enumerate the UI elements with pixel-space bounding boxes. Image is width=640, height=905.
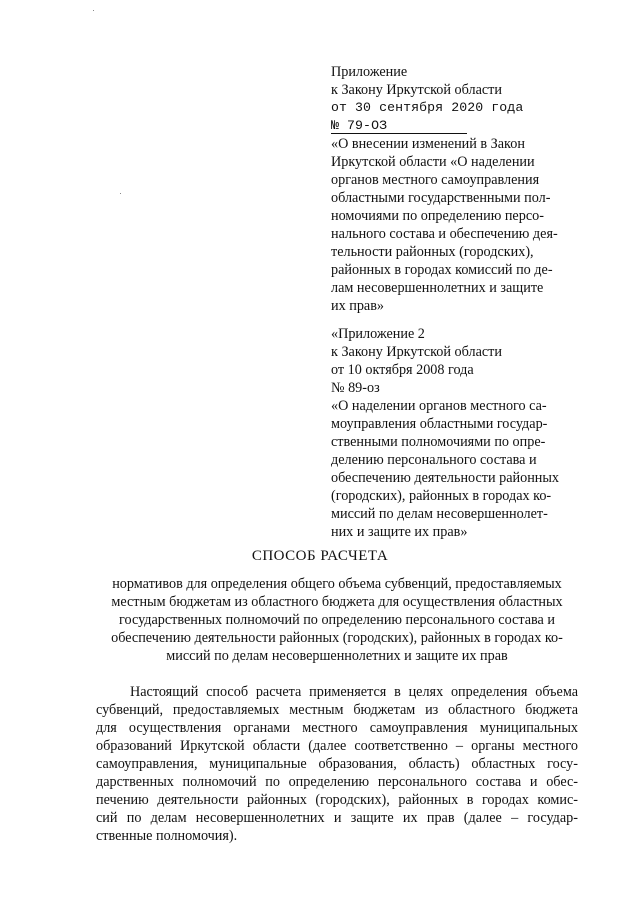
annex-date: от 10 октября 2008 года [331, 362, 474, 378]
annex-law-title: Иркутской области «О наделении [331, 154, 535, 170]
annex-number-underline [331, 133, 467, 134]
annex-law-ref: к Закону Иркутской области [331, 82, 502, 98]
annex-number [331, 117, 581, 135]
annex-law-title: их прав» [331, 298, 385, 314]
annex-law-title: органов местного самоуправления [331, 172, 540, 188]
annex-header-amending-law [331, 63, 581, 315]
annex-law-title: районных в городах комиссий по де- [331, 262, 553, 278]
annex-header-original-law [331, 325, 581, 541]
scan-speck [93, 10, 94, 11]
subtitle-line: обеспечению деятельности районных (городских), районных в городах ко- [111, 630, 563, 646]
annex-date: от 30 сентября 2020 года [331, 100, 524, 115]
body-line: образований Иркутской области (далее соответственно – органы местного [96, 738, 578, 754]
body-line: Настоящий способ расчета применяется в целях определения объема [130, 684, 578, 700]
annex-law-title: нального состава и обеспечению дея- [331, 226, 558, 242]
annex-law-title: (городских), районных в городах ко- [331, 488, 552, 504]
annex-law-title: делению персонального состава и [331, 452, 537, 468]
annex-law-title: «О внесении изменений в Закон [331, 136, 525, 152]
body-line: дарственных полномочий по определению персонального состава и обес- [96, 774, 578, 790]
annex-law-title: лам несовершеннолетних и защите [331, 280, 544, 296]
annex-law-ref: к Закону Иркутской области [331, 344, 502, 360]
annex-label: Приложение [331, 64, 408, 80]
body-paragraph [96, 683, 578, 845]
body-line: для осуществления органами местного самоуправления муниципальных [96, 720, 578, 736]
body-line: самоуправления, муниципальные образования, область) областных госу- [96, 756, 578, 772]
annex-label: «Приложение 2 [331, 326, 425, 342]
document-title: СПОСОБ РАСЧЕТА [251, 548, 389, 564]
body-line: печению деятельности районных (городских), районных в городах комис- [96, 792, 578, 808]
annex-law-title: обеспечению деятельности районных [331, 470, 560, 486]
annex-law-title: моуправления областными государ- [331, 416, 548, 432]
subtitle-line: нормативов для определения общего объема субвенций, предоставляемых [112, 576, 562, 592]
annex-law-title: ственными полномочиями по опре- [331, 434, 546, 450]
body-line: сий по делам несовершеннолетних и защите их прав (далее – государ- [96, 810, 578, 826]
scan-speck [120, 193, 121, 194]
annex-law-title: «О наделении органов местного са- [331, 398, 547, 414]
annex-law-title: областными государственными пол- [331, 190, 551, 206]
annex-law-title: них и защите их прав» [331, 524, 468, 540]
annex-number: № 89-оз [331, 380, 380, 396]
document-subtitle [96, 575, 578, 665]
subtitle-line: миссий по делам несовершеннолетних и защите их прав [166, 648, 508, 664]
subtitle-line: государственных полномочий по определению персонального состава и [119, 612, 555, 628]
annex-law-title: номочиями по определению персо- [331, 208, 544, 224]
annex-law-title: миссий по делам несовершеннолет- [331, 506, 548, 522]
body-line: ственные полномочия). [96, 828, 238, 844]
annex-number-text: № 79-ОЗ [331, 118, 388, 133]
annex-law-title: тельности районных (городских), [331, 244, 534, 260]
subtitle-line: местным бюджетам из областного бюджета для осуществления областных [111, 594, 563, 610]
body-line: субвенций, предоставляемых местным бюджетам из областного бюджета [96, 702, 578, 718]
